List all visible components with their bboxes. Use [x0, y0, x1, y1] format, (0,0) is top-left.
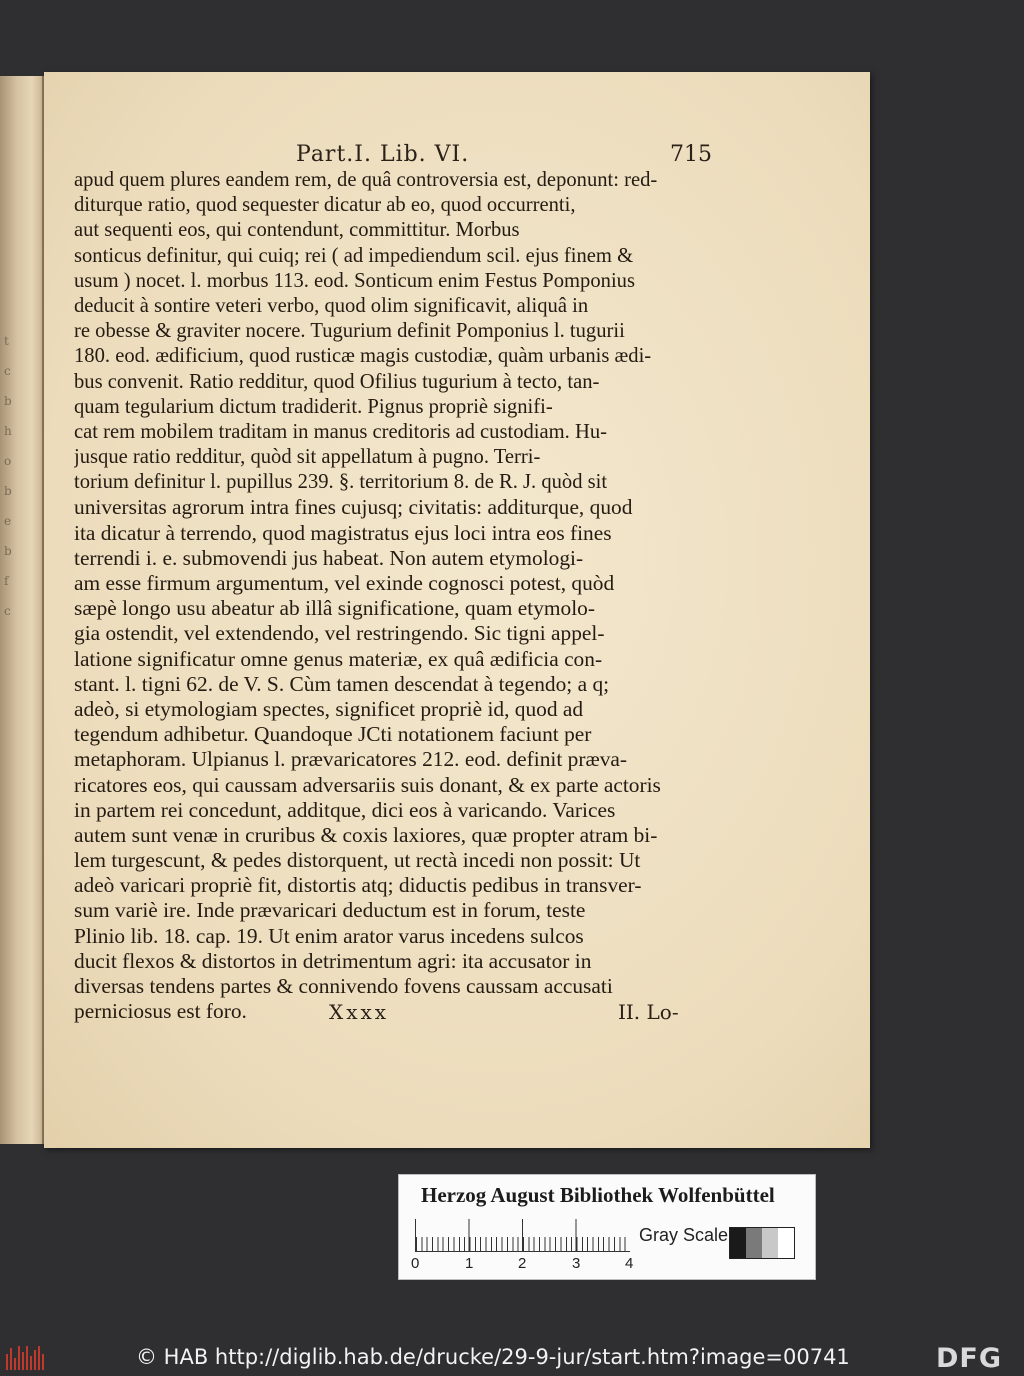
hab-logo-icon [6, 1346, 46, 1370]
running-head: Part.I. Lib. VI. [296, 142, 470, 167]
text-line: adeò, si etymologiam spectes, significet propriè id, quod ad [74, 696, 584, 721]
text-line: apud quem plures eandem rem, de quâ controversia est, deponunt: red- [74, 169, 658, 191]
text-line: 180. eod. ædificium, quod rusticæ magis custodiæ, quàm urbanis ædi- [74, 345, 652, 368]
text-line: in partem rei concedunt, additque, dici eos à varicando. Varices [74, 797, 616, 822]
logo-bar [18, 1346, 20, 1370]
text-line: am esse firmum argumentum, vel exinde cognosci potest, quòd [74, 571, 615, 595]
text-line: gia ostendit, vel extendendo, vel restringendo. Sic tigni appel- [74, 621, 605, 646]
book-left-edge [0, 76, 44, 1144]
ruler-label: 1 [465, 1255, 474, 1272]
ruler-label: 0 [411, 1255, 420, 1272]
logo-bar [6, 1354, 8, 1370]
gray-swatch-step [730, 1228, 746, 1258]
text-line: perniciosus est foro. [74, 999, 247, 1024]
text-line: metaphoram. Ulpianus l. prævaricatores 212. eod. definit præva- [74, 747, 628, 772]
logo-bar [14, 1358, 16, 1370]
text-line: lem turgescunt, & pedes distorquent, ut rectà incedi non possit: Ut [74, 848, 641, 873]
edge-letter: b [4, 394, 12, 408]
text-line: Plinio lib. 18. cap. 19. Ut enim arator varus incedens sulcos [74, 923, 584, 948]
text-line: jusque ratio redditur, quòd sit appellatum à pugno. Terri- [74, 446, 541, 469]
text-line: latione significatur omne genus materiæ, ex quâ ædificia con- [74, 646, 603, 671]
text-line: sonticus definitur, qui cuiq; rei ( ad impediendum scil. ejus finem & [74, 244, 634, 267]
text-line: torium definitur l. pupillus 239. §. territorium 8. de R. J. quòd sit [74, 471, 608, 494]
footer-credit-link[interactable]: © HAB http://diglib.hab.de/drucke/29-9-jur/start.htm?image=00741 [136, 1345, 850, 1369]
text-line: diturque ratio, quod sequester dicatur ab eo, quod occurrenti, [74, 194, 576, 217]
edge-letter: c [4, 604, 11, 618]
ruler-labels [411, 1255, 645, 1275]
gray-swatch-step [746, 1228, 762, 1258]
logo-bar [10, 1348, 12, 1370]
text-line: terrendi i. e. submovendi jus habeat. Non autem etymologi- [74, 545, 584, 570]
text-line: bus convenit. Ratio redditur, quod Ofilius tugurium à tecto, tan- [74, 370, 600, 393]
text-line: stant. l. tigni 62. de V. S. Cùm tamen descendat à tegendo; a q; [74, 671, 610, 696]
text-line: sum variè ire. Inde prævaricari deductum est in forum, teste [74, 898, 586, 923]
edge-letter: b [4, 484, 12, 498]
logo-bar [42, 1354, 44, 1370]
text-line: usum ) nocet. l. morbus 113. eod. Sonticum enim Festus Pomponius [74, 269, 635, 292]
edge-letter: e [4, 514, 12, 528]
logo-bar [38, 1346, 40, 1370]
gray-scale-label: Gray Scale [639, 1225, 729, 1245]
text-line: ricatores eos, qui caussam adversariis suis donant, & ex parte actoris [74, 772, 661, 797]
text-line: ducit flexos & distortos in detrimentum agri: ita accusator in [74, 948, 592, 973]
text-line: aut sequenti eos, qui contendunt, committitur. Morbus [74, 219, 520, 242]
text-line: quam tegularium dictum tradiderit. Pignus propriè signifi- [74, 395, 553, 418]
edge-letter: h [4, 424, 12, 438]
logo-bar [22, 1352, 24, 1370]
text-line: diversas tendens partes & connivendo fovens caussam accusati [74, 974, 613, 998]
library-name: Herzog August Bibliothek Wolfenbüttel [421, 1183, 775, 1207]
logo-bar [26, 1346, 28, 1370]
gray-scale-swatch [729, 1227, 795, 1259]
text-line: cat rem mobilem traditam in manus creditoris ad custodiam. Hu- [74, 420, 608, 443]
edge-letter: t [4, 334, 9, 348]
text-line: adeò varicari propriè fit, distortis atq; diductis pedibus in transver- [74, 873, 642, 898]
dfg-logo: DFG [936, 1343, 1003, 1374]
ruler-major-ticks [415, 1219, 629, 1251]
ruler-label: 3 [572, 1255, 581, 1272]
text-line: autem sunt venæ in cruribus & coxis laxiores, quæ propter atram bi- [74, 822, 658, 847]
text-line: universitas agrorum intra fines cujusq; civitatis: additurque, quod [74, 495, 633, 520]
color-scale-card [398, 1174, 816, 1280]
edge-letter: b [4, 544, 12, 558]
gray-swatch-step [778, 1228, 794, 1258]
footer-bar [0, 1340, 1024, 1376]
edge-letter: f [4, 574, 9, 588]
edge-letter: o [4, 454, 12, 468]
logo-bar [34, 1350, 36, 1370]
signature-mark: Xxxx [329, 1000, 390, 1024]
text-line: sæpè longo usu abeatur ab illâ significatione, quam etymolo- [74, 596, 595, 621]
book-edge-letters [4, 326, 38, 626]
ruler-label: 4 [625, 1255, 634, 1272]
text-line: deducit à sontire veteri verbo, quod olim significavit, aliquâ in [74, 294, 589, 317]
page-number: 715 [670, 142, 712, 167]
ruler-label: 2 [518, 1255, 527, 1272]
logo-bar [30, 1356, 32, 1370]
edge-letter: c [4, 364, 11, 378]
book-page [44, 72, 870, 1148]
text-line: re obesse & graviter nocere. Tugurium definit Pomponius l. tugurii [74, 320, 625, 343]
catchword: II. Lo- [618, 1000, 679, 1024]
page-text [74, 168, 704, 1024]
text-line: ita dicatur à terrendo, quod magistratus ejus loci intra eos fines [74, 520, 612, 545]
gray-swatch-step [762, 1228, 778, 1258]
text-line: tegendum adhibetur. Quandoque JCti notationem faciunt per [74, 722, 592, 747]
